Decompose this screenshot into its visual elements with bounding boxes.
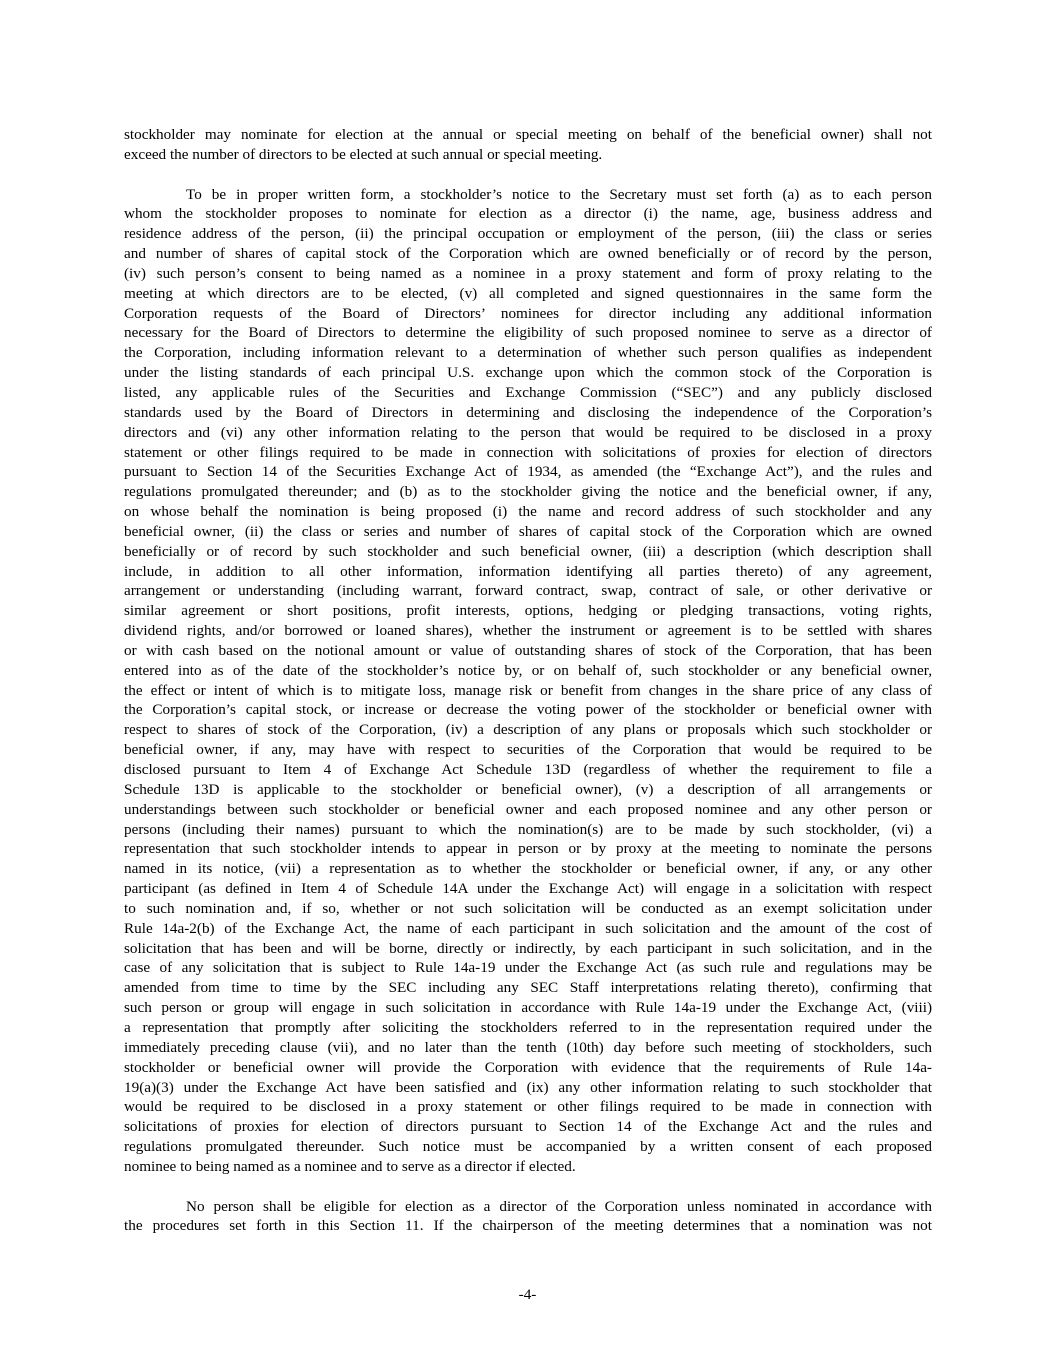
text-line: representation that such stockholder intends to appear in person or by proxy at the meeting to nominate the persons: [124, 840, 932, 858]
text-line: dividend rights, and/or borrowed or loaned shares), whether the instrument or agreement is to be settled with shares: [124, 622, 932, 640]
text-line: stockholder or beneficial owner will provide the Corporation with evidence that the requirements of Rule 14a-: [124, 1058, 932, 1076]
text-line: understandings between such stockholder or beneficial owner and each proposed nominee and any other person or: [124, 800, 932, 818]
text-line: whom the stockholder proposes to nominate for election as a director (i) the name, age, business address and: [124, 205, 932, 223]
text-line: (iv) such person’s consent to being named as a nominee in a proxy statement and form of proxy relating to the: [124, 264, 932, 282]
text-line: would be required to be disclosed in a proxy statement or other filings required to be made in connection with: [124, 1098, 932, 1116]
text-line: the procedures set forth in this Section 11. If the chairperson of the meeting determines that a nomination was not: [124, 1217, 932, 1235]
text-line: No person shall be eligible for election as a director of the Corporation unless nominated in accordance with: [186, 1197, 932, 1215]
text-line: or with cash based on the notional amount or value of outstanding shares of stock of the Corporation, that has been: [124, 641, 932, 659]
text-line: on whose behalf the nomination is being proposed (i) the name and record address of such stockholder and any: [124, 503, 932, 521]
text-line: the Corporation’s capital stock, or increase or decrease the voting power of the stockholder or beneficial owner with: [124, 701, 932, 719]
text-line: residence address of the person, (ii) the principal occupation or employment of the person, (iii) the class or series: [124, 225, 932, 243]
text-line: arrangement or understanding (including warrant, forward contract, swap, contract of sale, or other derivative or: [124, 582, 932, 600]
text-line: such person or group will engage in such solicitation in accordance with Rule 14a-19 under the Exchange Act, (viii): [124, 999, 932, 1017]
text-line: exceed the number of directors to be elected at such annual or special meeting.: [124, 145, 603, 163]
text-line: persons (including their names) pursuant to which the nomination(s) are to be made by such stockholder, (vi) a: [124, 820, 932, 838]
text-line: solicitations of proxies for election of directors pursuant to Section 14 of the Exchange Act and the rules and: [124, 1118, 932, 1136]
text-line: entered into as of the date of the stockholder’s notice by, or on behalf of, such stockholder or any beneficial owner,: [124, 661, 932, 679]
text-line: 19(a)(3) under the Exchange Act have been satisfied and (ix) any other information relating to such stockholder that: [124, 1078, 932, 1096]
text-line: Corporation requests of the Board of Directors’ nominees for director including any additional information: [124, 304, 932, 322]
text-line: beneficial owner, if any, may have with respect to securities of the Corporation that would be required to be: [124, 741, 932, 759]
text-line: Schedule 13D is applicable to the stockholder or beneficial owner), (v) a description of all arrangements or: [124, 780, 932, 798]
text-line: directors and (vi) any other information relating to the person that would be required to be disclosed in a proxy: [124, 423, 932, 441]
text-line: amended from time to time by the SEC including any SEC Staff interpretations relating thereto), confirming that: [124, 979, 932, 997]
text-line: immediately preceding clause (vii), and no later than the tenth (10th) day before such meeting of stockholders, such: [124, 1038, 932, 1056]
text-line: beneficially or of record by such stockholder and such beneficial owner, (iii) a description (which description shall: [124, 542, 932, 560]
text-line: beneficial owner, (ii) the class or series and number of shares of capital stock of the Corporation which are owned: [124, 522, 932, 540]
text-line: under the listing standards of each principal U.S. exchange upon which the common stock of the Corporation is: [124, 364, 932, 382]
text-line: solicitation that has been and will be borne, directly or indirectly, by each participant in such solicitation, and in the: [124, 939, 932, 957]
text-line: statement or other filings required to be made in connection with solicitations of proxies for election of directors: [124, 443, 932, 461]
text-line: regulations promulgated thereunder. Such notice must be accompanied by a written consent of each proposed: [124, 1138, 932, 1156]
paragraph-gap: [124, 1177, 932, 1197]
text-line: meeting at which directors are to be elected, (v) all completed and signed questionnaires in the same form the: [124, 284, 932, 302]
document-page: [124, 125, 932, 1236]
text-line: case of any solicitation that is subject to Rule 14a-19 under the Exchange Act (as such rule and regulations may be: [124, 959, 932, 977]
text-line: listed, any applicable rules of the Securities and Exchange Commission (“SEC”) and any publicly disclosed: [124, 383, 932, 401]
text-line: To be in proper written form, a stockholder’s notice to the Secretary must set forth (a) as to each person: [186, 185, 932, 203]
page-number: -4-: [518, 1286, 537, 1303]
text-line: Rule 14a-2(b) of the Exchange Act, the name of each participant in such solicitation and the amount of the cost of: [124, 919, 932, 937]
text-line: standards used by the Board of Directors in determining and disclosing the independence of the Corporation’s: [124, 403, 932, 421]
text-line: the Corporation, including information relevant to a determination of whether such person qualifies as independent: [124, 344, 932, 362]
text-line: to such nomination and, if so, whether or not such solicitation will be conducted as an exempt solicitation under: [124, 899, 932, 917]
paragraph-written-form: [124, 185, 932, 1177]
text-line: nominee to being named as a nominee and to serve as a director if elected.: [124, 1157, 576, 1175]
text-line: include, in addition to all other information, information identifying all parties thereto) of any agreement,: [124, 562, 932, 580]
text-line: regulations promulgated thereunder; and (b) as to the stockholder giving the notice and the beneficial owner, if any,: [124, 483, 932, 501]
paragraph-continuation: [124, 125, 932, 165]
text-line: participant (as defined in Item 4 of Schedule 14A under the Exchange Act) will engage in a solicitation with respect: [124, 880, 932, 898]
text-line: a representation that promptly after soliciting the stockholders referred to in the representation required under the: [124, 1018, 932, 1036]
text-line: respect to shares of stock of the Corporation, (iv) a description of any plans or proposals which such stockholder or: [124, 721, 932, 739]
text-line: named in its notice, (vii) a representation as to whether the stockholder or beneficial owner, if any, or any other: [124, 860, 932, 878]
paragraph-gap: [124, 165, 932, 185]
text-line: the effect or intent of which is to mitigate loss, manage risk or benefit from changes in the share price of any class of: [124, 681, 932, 699]
paragraph-eligibility: [124, 1197, 932, 1237]
text-line: stockholder may nominate for election at the annual or special meeting on behalf of the beneficial owner) shall not: [124, 126, 932, 143]
text-line: disclosed pursuant to Item 4 of Exchange Act Schedule 13D (regardless of whether the requirement to file a: [124, 761, 932, 778]
text-line: pursuant to Section 14 of the Securities Exchange Act of 1934, as amended (the “Exchange Act”), and the rules and: [124, 463, 932, 481]
text-line: similar agreement or short positions, profit interests, options, hedging or pledging transactions, voting rights,: [124, 602, 932, 620]
text-line: and number of shares of capital stock of the Corporation which are owned beneficially or of record by the person,: [124, 245, 932, 263]
text-line: necessary for the Board of Directors to determine the eligibility of such proposed nominee to serve as a director of: [124, 324, 932, 342]
